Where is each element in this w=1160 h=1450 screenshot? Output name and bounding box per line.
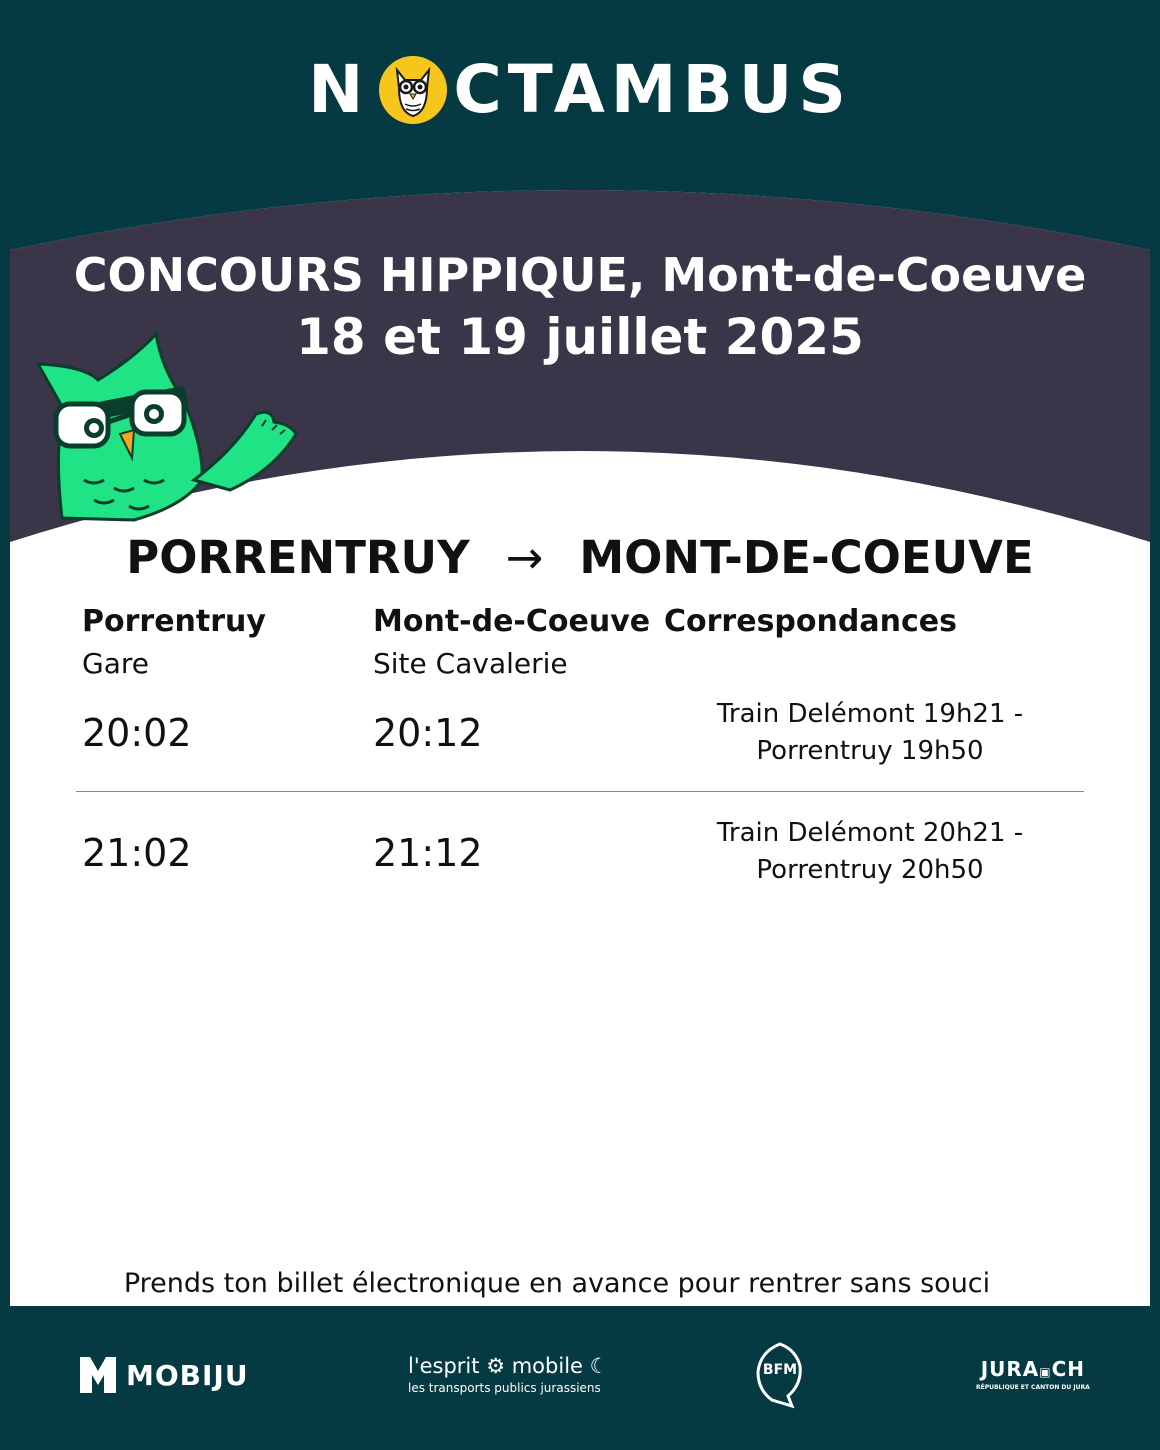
connection-info: [700, 815, 1040, 889]
owl-mascot-icon: [34, 330, 314, 530]
column-sub-site-cavalerie: Site Cavalerie: [373, 647, 568, 680]
row-divider: [76, 791, 1084, 792]
route-arrow-icon: →: [505, 531, 544, 584]
event-title: CONCOURS HIPPIQUE, Mont-de-Coeuve: [73, 248, 1087, 302]
jura-flag-icon: ▣: [1039, 1365, 1052, 1379]
jura-ch-logo: [976, 1340, 1090, 1410]
noctambus-logo: [0, 50, 1160, 130]
logo-letters-ctambus: CTAMBUS: [453, 51, 852, 128]
route-from: PORRENTRUY: [126, 531, 470, 584]
departure-time: 20:02: [82, 711, 192, 755]
bfm-emblem-icon: [752, 1340, 808, 1410]
arrival-time: 21:12: [373, 831, 483, 875]
connection-line-2: Porrentruy 20h50: [756, 855, 984, 885]
logo-letter-n: N: [308, 51, 370, 128]
mobile-word: mobile: [511, 1354, 583, 1378]
esprit-word: l'esprit: [408, 1354, 480, 1378]
jura-word: JURA: [980, 1357, 1040, 1381]
connection-info: [700, 696, 1040, 770]
route-to: MONT-DE-COEUVE: [579, 531, 1034, 584]
esprit-mobile-logo: [408, 1340, 608, 1410]
connection-line-1: Train Delémont 20h21 -: [716, 818, 1024, 848]
mobiju-m-icon: [78, 1355, 118, 1395]
esprit-tagline: les transports publics jurassiens: [408, 1381, 601, 1395]
column-header-porrentruy: Porrentruy: [82, 604, 266, 639]
moon-icon: ☾: [589, 1354, 609, 1378]
column-header-correspondances: Correspondances: [664, 604, 957, 639]
bfm-text: BFM: [762, 1362, 798, 1378]
connection-line-2: Porrentruy 19h50: [756, 736, 984, 766]
ch-word: CH: [1051, 1357, 1086, 1381]
ticket-note: Prends ton billet électronique en avance pour rentrer sans souci: [123, 1268, 991, 1299]
route-heading: [0, 528, 1160, 588]
owl-logo-icon: [377, 54, 449, 126]
departure-time: 21:02: [82, 831, 192, 875]
column-sub-gare: Gare: [82, 647, 149, 680]
event-date: 18 et 19 juillet 2025: [296, 308, 864, 366]
cyclist-icon: ⚙: [486, 1354, 506, 1378]
connection-line-1: Train Delémont 19h21 -: [716, 699, 1024, 729]
column-header-mont-de-coeuve: Mont-de-Coeuve: [373, 604, 651, 639]
mobiju-logo: [78, 1340, 249, 1410]
mobiju-wordmark: MOBIJU: [126, 1358, 249, 1392]
jura-tagline: RÉPUBLIQUE ET CANTON DU JURA: [976, 1384, 1090, 1391]
bfm-logo: [752, 1340, 808, 1410]
arrival-time: 20:12: [373, 711, 483, 755]
